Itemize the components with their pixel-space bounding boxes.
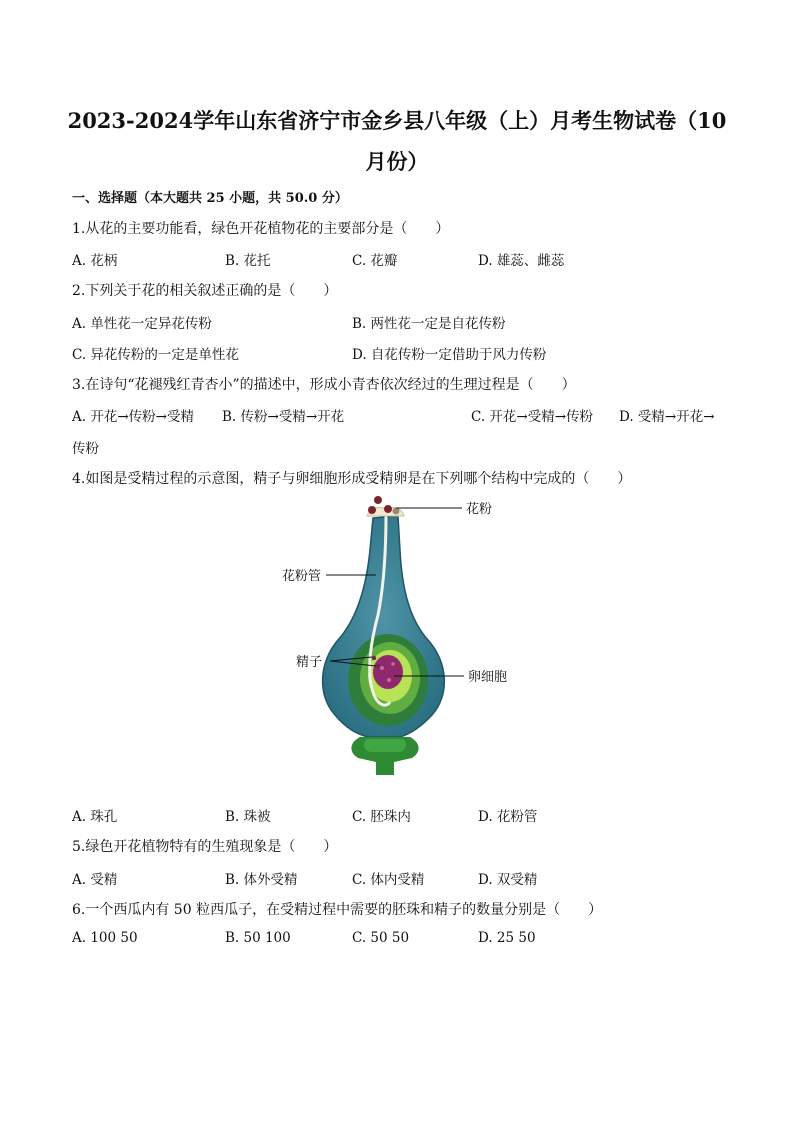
pollen-grain bbox=[368, 506, 376, 514]
q2-option-d[interactable]: D. 自花传粉一定借助于风力传粉 bbox=[352, 347, 547, 363]
q1-option-b[interactable]: B. 花托 bbox=[225, 253, 271, 269]
q1-option-c[interactable]: C. 花瓣 bbox=[352, 253, 398, 269]
q2-option-c[interactable]: C. 异花传粉的一定是单性花 bbox=[72, 347, 239, 363]
q3-option-d[interactable]: D. 受精→开花→ bbox=[619, 409, 715, 425]
q6-option-b[interactable]: B. 50 100 bbox=[225, 930, 291, 946]
question-4-stem: 4.如图是受精过程的示意图，精子与卵细胞形成受精卵是在下列哪个结构中完成的（ ） bbox=[72, 471, 632, 487]
pollen-grain bbox=[393, 508, 400, 515]
q4-option-a[interactable]: A. 珠孔 bbox=[72, 809, 118, 825]
q5-option-d[interactable]: D. 双受精 bbox=[478, 872, 538, 888]
q5-option-b[interactable]: B. 体外受精 bbox=[225, 872, 298, 888]
label-egg-cell: 卵细胞 bbox=[468, 670, 508, 685]
q6-option-a[interactable]: A. 100 50 bbox=[72, 930, 138, 946]
q1-option-d[interactable]: D. 雄蕊、雌蕊 bbox=[478, 253, 565, 269]
label-pollen-tube: 花粉管 bbox=[282, 569, 322, 584]
section-heading: 一、选择题（本大题共 25 小题，共 50.0 分） bbox=[72, 191, 348, 206]
label-pollen: 花粉 bbox=[466, 502, 493, 517]
q3-option-d-continued: 传粉 bbox=[72, 441, 99, 457]
q2-option-b[interactable]: B. 两性花一定是自花传粉 bbox=[352, 316, 506, 332]
q1-option-a[interactable]: A. 花柄 bbox=[72, 253, 118, 269]
question-3-stem: 3.在诗句“花褪残红青杏小”的描述中，形成小青杏依次经过的生理过程是（ ） bbox=[72, 377, 576, 393]
label-sperm: 精子 bbox=[296, 655, 323, 670]
q3-option-a[interactable]: A. 开花→传粉→受精 bbox=[72, 409, 194, 425]
q3-option-b[interactable]: B. 传粉→受精→开花 bbox=[222, 409, 345, 425]
q6-option-c[interactable]: C. 50 50 bbox=[352, 930, 410, 946]
fertilization-diagram bbox=[270, 490, 530, 775]
page-title: 2023-2024学年山东省济宁市金乡县八年级（上）月考生物试卷（10月份） bbox=[67, 108, 727, 174]
q5-option-c[interactable]: C. 体内受精 bbox=[352, 872, 425, 888]
question-2-stem: 2.下列关于花的相关叙述正确的是（ ） bbox=[72, 283, 338, 299]
q4-option-b[interactable]: B. 珠被 bbox=[225, 809, 271, 825]
q5-option-a[interactable]: A. 受精 bbox=[72, 872, 118, 888]
pollen-grain bbox=[374, 496, 382, 504]
q2-option-a[interactable]: A. 单性花一定异花传粉 bbox=[72, 316, 212, 332]
question-1-stem: 1.从花的主要功能看，绿色开花植物花的主要部分是（ ） bbox=[72, 221, 450, 237]
sperm-dot bbox=[372, 656, 376, 660]
egg-cell-shape bbox=[373, 655, 403, 689]
question-5-stem: 5.绿色开花植物特有的生殖现象是（ ） bbox=[72, 839, 338, 855]
sperm-dot bbox=[376, 664, 380, 668]
q6-option-d[interactable]: D. 25 50 bbox=[478, 930, 536, 946]
q4-option-c[interactable]: C. 胚珠内 bbox=[352, 809, 411, 825]
question-6-stem: 6.一个西瓜内有 50 粒西瓜子，在受精过程中需要的胚珠和精子的数量分别是（ ） bbox=[72, 902, 603, 918]
pollen-grain bbox=[384, 505, 392, 513]
q4-option-d[interactable]: D. 花粉管 bbox=[478, 809, 538, 825]
q3-option-c[interactable]: C. 开花→受精→传粉 bbox=[471, 409, 594, 425]
